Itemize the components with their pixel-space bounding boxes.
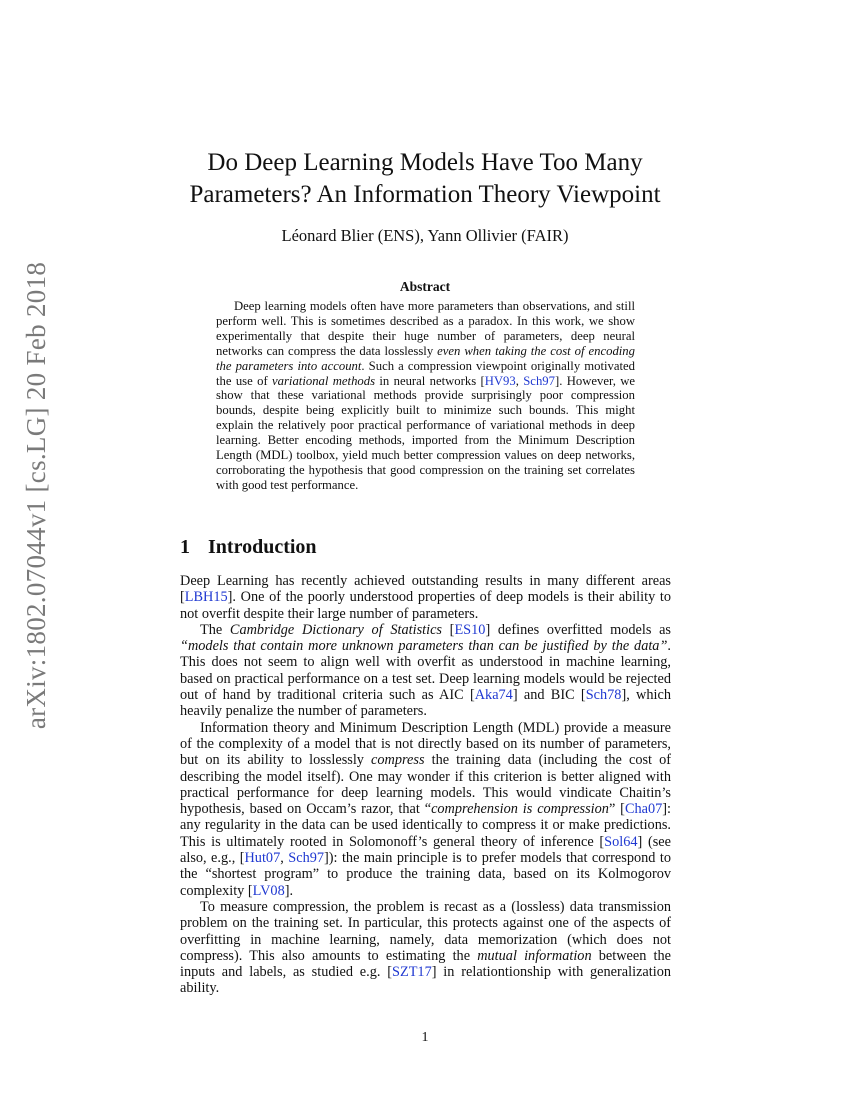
- paragraph-text: . This does not seem to align well with overfit as understood in machine learning, based on practical performance on a test set. Deep learning models would be rejected out of hand by traditional criteria such as AIC [: [180, 638, 671, 704]
- citation-link-sol64[interactable]: Sol64: [604, 833, 638, 850]
- paragraph-text: ” [: [608, 801, 625, 818]
- citation-link-lbh15[interactable]: LBH15: [184, 589, 228, 606]
- paragraph-3: [180, 720, 671, 899]
- abstract-text: . Such a compression viewpoint originally motivated the use of: [216, 358, 635, 388]
- paragraph-text: ] in relationtionship with generalization ability.: [180, 964, 671, 997]
- paragraph-text: the training data (including the cost of describing the model itself). One may wonder if this criterion is better aligned with practical performance for deep learning models. This would vindicate Chaitin’s hypothesis, based on Occam’s razor, that “: [180, 752, 671, 818]
- abstract-text: Deep learning models often have more parameters than observations, and still perform well. This is sometimes described as a paradox. In this work, we show experimentally that despite their huge number of parameters, deep neural networks can compress the data losslessly: [216, 299, 635, 358]
- arxiv-identifier: [14, 261, 60, 729]
- paragraph-text: Information theory and Minimum Description Length (MDL) provide a measure of the complexity of a model that is not directly based on its number of parameters, but on its ability to losslessly: [180, 719, 671, 769]
- paragraph-text: ,: [280, 850, 289, 867]
- paragraph-text: ] (see also, e.g., [: [180, 833, 671, 867]
- citation-link-sch78[interactable]: Sch78: [585, 687, 622, 704]
- paragraph-emphasis: comprehension is compression: [431, 801, 609, 818]
- abstract-body: [216, 299, 635, 493]
- paragraph-emphasis: compress: [371, 752, 425, 769]
- paragraph-text: ] defines overfitted models as: [485, 621, 671, 638]
- paragraph-text: ], which heavily penalize the number of parameters.: [180, 687, 671, 720]
- paragraph-text: [: [442, 621, 455, 638]
- author-line: Léonard Blier (ENS), Yann Ollivier (FAIR): [281, 226, 569, 245]
- citation-link-sch97[interactable]: Sch97: [523, 373, 555, 388]
- paper-title: Do Deep Learning Models Have Too Many Parameters? An Information Theory Viewpoint: [189, 149, 661, 208]
- abstract-text: in neural networks [: [375, 373, 485, 388]
- citation-link-hut07[interactable]: Hut07: [244, 850, 281, 867]
- page-number: 1: [421, 1030, 429, 1045]
- paragraph-text: To measure compression, the problem is recast as a (lossless) data transmission problem on the training set. In particular, this protects against one of the aspects of overfitting in machine learning, namely, data memorization (which does not compress). This also amounts to estimating the: [180, 898, 671, 964]
- paragraph-text: The: [200, 621, 230, 638]
- abstract-emphasis: variational methods: [272, 373, 376, 388]
- paragraph-emphasis: “models that contain more unknown parameters than can be justified by the data”: [180, 638, 668, 655]
- paragraph-text: ]. One of the poorly understood properties of deep models is their ability to not overfit despite their large number of parameters.: [180, 589, 671, 622]
- paragraph-emphasis: mutual information: [477, 947, 592, 964]
- abstract-text: ,: [515, 373, 524, 388]
- paragraph-text: ] and BIC [: [512, 687, 586, 704]
- paragraph-text: ].: [284, 882, 294, 899]
- paragraph-text: between the inputs and labels, as studied e.g. [: [180, 947, 671, 981]
- abstract-emphasis: even when taking the cost of encoding the parameters into account: [216, 343, 635, 373]
- citation-link-es10[interactable]: ES10: [454, 621, 486, 638]
- paragraph-text: ]): the main principle is to prefer models that correspond to the “shortest program” to produce the training data, based on its Kolmogorov complexity [: [180, 850, 672, 899]
- paragraph-emphasis: Cambridge Dictionary of Statistics: [229, 621, 442, 638]
- paragraph-text: Deep Learning has recently achieved outstanding results in many different areas [: [180, 573, 671, 606]
- abstract-heading: Abstract: [399, 279, 451, 294]
- citation-link-szt17[interactable]: SZT17: [392, 964, 432, 981]
- arxiv-identifier-text: arXiv:1802.07044v1 [cs.LG] 20 Feb 2018: [21, 261, 52, 729]
- paragraph-1: [180, 573, 671, 622]
- paragraph-text: ]: any regularity in the data can be used identically to compress it or make predictions. This is ultimately rooted in Solomonoff’s general theory of inference [: [180, 801, 671, 850]
- introduction-body: [180, 573, 671, 997]
- citation-link-lv08[interactable]: LV08: [252, 882, 285, 899]
- section-heading: [180, 536, 317, 559]
- citation-link-aka74[interactable]: Aka74: [474, 687, 513, 704]
- citation-link-cha07[interactable]: Cha07: [624, 801, 663, 818]
- paragraph-2: [180, 622, 671, 720]
- citation-link-hv93[interactable]: HV93: [484, 373, 516, 388]
- section-title: Introduction: [208, 536, 317, 558]
- abstract-text: ]. However, we show that these variational methods provide surprisingly poor compression bounds, despite being explicitly built to minimize such bounds. This might explain the relatively poor practical performance of variational methods in deep learning. Better encoding methods, imported from the Minimum Description Length (MDL) toolbox, yield much better compression values on deep networks, corroborating the hypothesis that good compression on the training set correlates with good test performance.: [216, 373, 636, 492]
- section-number: 1: [180, 536, 190, 558]
- paragraph-4: [180, 899, 671, 997]
- citation-link-sch97[interactable]: Sch97: [288, 850, 325, 867]
